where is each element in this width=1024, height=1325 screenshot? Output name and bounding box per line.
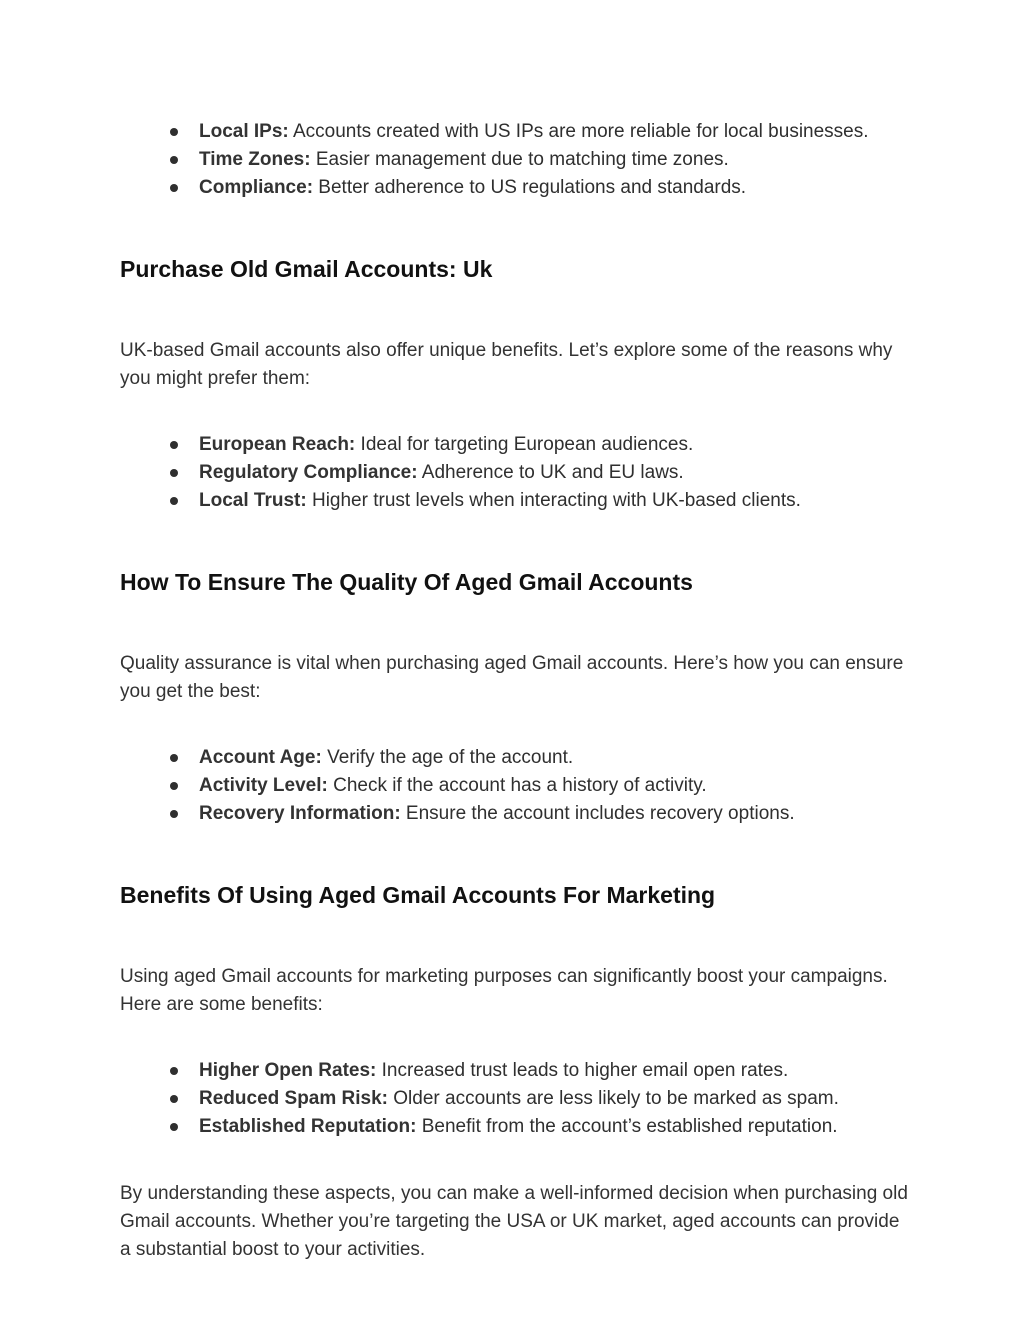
list-item-term: Higher Open Rates: [199, 1060, 377, 1081]
bullet-list-quality [120, 744, 914, 828]
list-item-text: Accounts created with US IPs are more reliable for local businesses. [288, 121, 869, 142]
bullet-icon [170, 1067, 178, 1075]
list-item [170, 1113, 914, 1141]
list-item [170, 146, 914, 174]
section-heading-benefits: Benefits Of Using Aged Gmail Accounts For Marketing [120, 882, 716, 908]
list-item-text: Ideal for targeting European audiences. [355, 434, 694, 455]
section-paragraph-quality: Quality assurance is vital when purchasing aged Gmail accounts. Here’s how you can ensure you get the best: [120, 653, 904, 702]
section-paragraph-uk: UK-based Gmail accounts also offer unique benefits. Let’s explore some of the reasons why you might prefer them: [120, 340, 893, 389]
list-item-text: Check if the account has a history of activity. [327, 775, 707, 796]
list-item-term: Activity Level: [199, 775, 328, 796]
list-item [170, 487, 914, 515]
list-item [170, 118, 914, 146]
bullet-icon [170, 469, 178, 477]
bullet-list-uk [120, 431, 914, 515]
list-item [170, 744, 914, 772]
bullet-icon [170, 754, 178, 762]
list-item-term: Recovery Information: [199, 803, 401, 824]
list-item [170, 459, 914, 487]
list-item-text: Increased trust leads to higher email open rates. [376, 1060, 789, 1081]
list-item-text: Older accounts are less likely to be marked as spam. [388, 1088, 839, 1109]
list-item-text: Higher trust levels when interacting with UK-based clients. [306, 490, 801, 511]
bullet-list-benefits [120, 1057, 914, 1141]
bullet-icon [170, 128, 178, 136]
list-item-term: Account Age: [199, 747, 322, 768]
list-item [170, 1085, 914, 1113]
list-item-term: Reduced Spam Risk: [199, 1088, 388, 1109]
bullet-icon [170, 782, 178, 790]
list-item-term: Regulatory Compliance: [199, 462, 418, 483]
bullet-icon [170, 497, 178, 505]
bullet-icon [170, 156, 178, 164]
bullet-icon [170, 1123, 178, 1131]
list-item-term: Established Reputation: [199, 1116, 417, 1137]
list-item [170, 431, 914, 459]
list-item [170, 772, 914, 800]
list-item-text: Better adherence to US regulations and standards. [313, 177, 747, 198]
list-item-text: Benefit from the account’s established reputation. [416, 1116, 838, 1137]
list-item [170, 800, 914, 828]
list-item-term: Time Zones: [199, 149, 311, 170]
list-item-term: Compliance: [199, 177, 314, 198]
bullet-icon [170, 184, 178, 192]
bullet-icon [170, 810, 178, 818]
list-item-text: Adherence to UK and EU laws. [417, 462, 684, 483]
list-item-text: Verify the age of the account. [321, 747, 574, 768]
list-item [170, 1057, 914, 1085]
list-item-term: Local Trust: [199, 490, 307, 511]
list-item-term: European Reach: [199, 434, 356, 455]
bullet-list-us [120, 118, 914, 202]
section-paragraph-benefits: Using aged Gmail accounts for marketing purposes can significantly boost your campaigns. Here are some benefits: [120, 966, 888, 1015]
section-heading-quality: How To Ensure The Quality Of Aged Gmail Accounts [120, 569, 693, 595]
list-item-text: Easier management due to matching time zones. [310, 149, 729, 170]
closing-paragraph: By understanding these aspects, you can make a well-informed decision when purchasing old Gmail accounts. Whether you’re targeting the USA or UK market, aged accounts can provide a substantial boost to your activities. [120, 1183, 908, 1260]
list-item-text: Ensure the account includes recovery options. [400, 803, 795, 824]
list-item [170, 174, 914, 202]
bullet-icon [170, 441, 178, 449]
list-item-term: Local IPs: [199, 121, 289, 142]
bullet-icon [170, 1095, 178, 1103]
section-heading-uk: Purchase Old Gmail Accounts: Uk [120, 256, 493, 282]
